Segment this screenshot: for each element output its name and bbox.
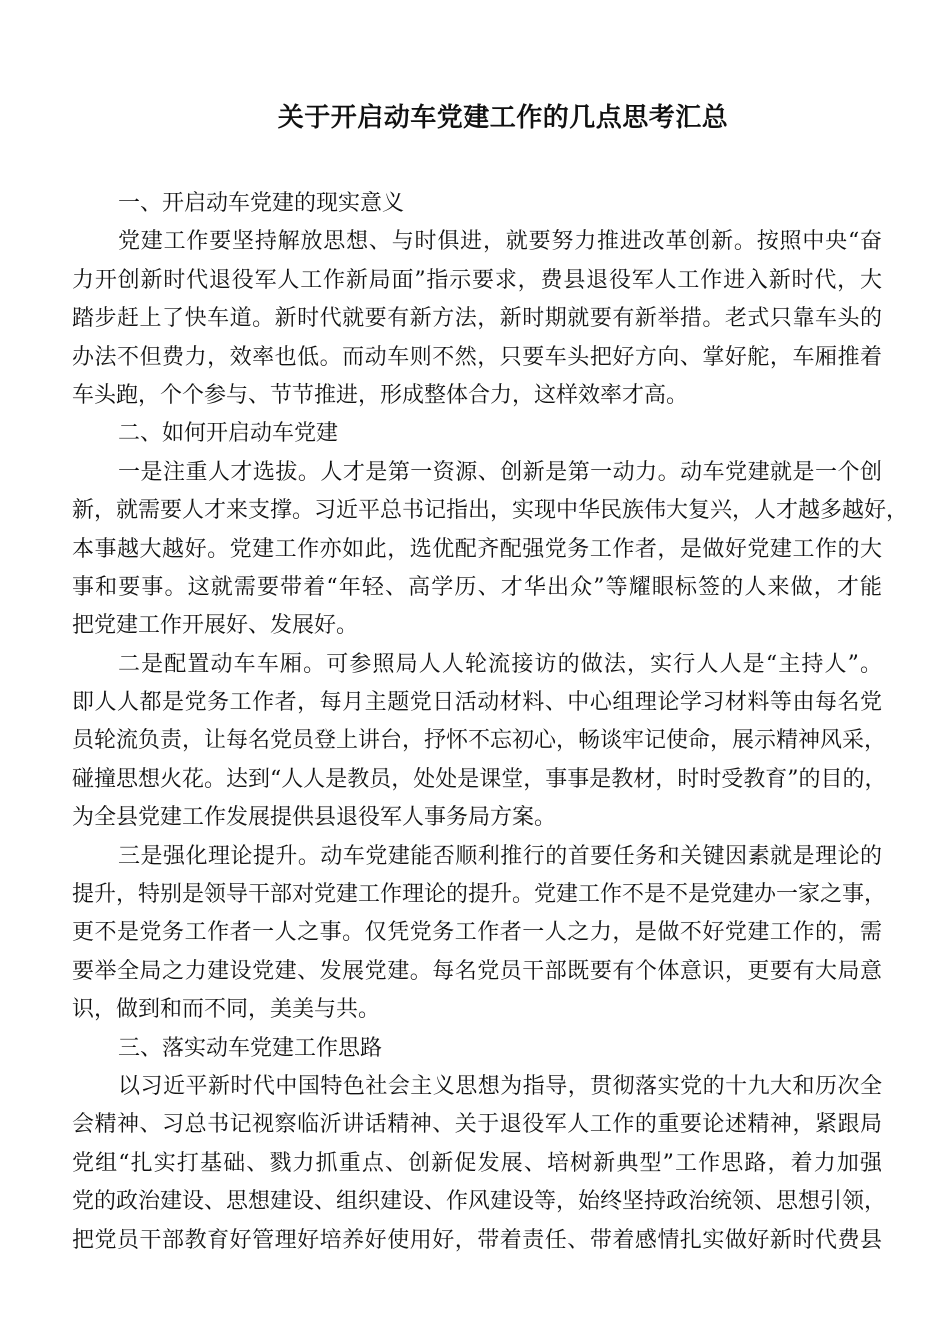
text-line: 一、开启动车党建的现实意义 [118, 191, 405, 216]
text-line: 车头跑，个个参与、节节推进，形成整体合力，这样效率才高。 [72, 382, 689, 408]
text-line: 党的政治建设、思想建设、组织建设、作风建设等，始终坚持政治统领、思想引领， [72, 1189, 887, 1215]
text-line: 即人人都是党务工作者，每月主题党日活动材料、中心组理论学习材料等由每名党 [72, 690, 882, 716]
text-line: 本事越大越好。党建工作亦如此，选优配齐配强党务工作者，是做好党建工作的大 [72, 536, 882, 562]
document-title: 关于开启动车党建工作的几点思考汇总 [277, 103, 729, 133]
document-body [72, 185, 909, 1260]
text-line: 踏步赶上了快车道。新时代就要有新方法，新时期就要有新举措。老式只靠车头的 [72, 306, 882, 332]
text-line: 要举全局之力建设党建、发展党建。每名党员干部既要有个体意识，更要有大局意 [72, 958, 882, 984]
text-line: 员轮流负责，让每名党员登上讲台，抒怀不忘初心，畅谈牢记使命，展示精神风采， [72, 728, 887, 754]
text-line: 三是强化理论提升。动车党建能否顺利推行的首要任务和关键因素就是理论的 [118, 843, 882, 869]
text-line: 会精神、习总书记视察临沂讲话精神、关于退役军人工作的重要论述精神，紧跟局 [72, 1112, 882, 1138]
text-line: 把党员干部教育好管理好培养好使用好，带着责任、带着感情扎实做好新时代费县 [72, 1227, 882, 1253]
text-line: 力开创新时代退役军人工作新局面”指示要求，费县退役军人工作进入新时代，大 [72, 267, 882, 293]
text-line: 党建工作要坚持解放思想、与时俱进，就要努力推进改革创新。按照中央“奋 [118, 229, 882, 255]
text-line: 更不是党务工作者一人之事。仅凭党务工作者一人之力，是做不好党建工作的，需 [72, 920, 882, 946]
text-line: 二、如何开启动车党建 [118, 421, 339, 447]
text-line: 为全县党建工作发展提供县退役军人事务局方案。 [72, 805, 557, 831]
text-line: 提升，特别是领导干部对党建工作理论的提升。党建工作不是不是党建办一家之事， [72, 882, 887, 908]
text-line: 办法不但费力，效率也低。而动车则不然，只要车头把好方向、掌好舵，车厢推着 [72, 344, 882, 370]
text-line: 事和要事。这就需要带着“年轻、高学历、才华出众”等耀眼标签的人来做，才能 [72, 574, 882, 600]
text-line: 党组“扎实打基础、戮力抓重点、创新促发展、培树新典型”工作思路，着力加强 [72, 1150, 882, 1176]
text-line: 新，就需要人才来支撑。习近平总书记指出，实现中华民族伟大复兴，人才越多越好， [72, 498, 909, 524]
text-line: 一是注重人才选拔。人才是第一资源、创新是第一动力。动车党建就是一个创 [118, 459, 882, 485]
text-line: 二是配置动车车厢。可参照局人人轮流接访的做法，实行人人是“主持人”。 [118, 651, 882, 677]
text-line: 碰撞思想火花。达到“人人是教员，处处是课堂，事事是教材，时时受教育”的目的， [72, 766, 887, 792]
text-line: 三、落实动车党建工作思路 [118, 1035, 383, 1061]
text-line: 把党建工作开展好、发展好。 [72, 613, 359, 639]
text-line: 识，做到和而不同，美美与共。 [72, 997, 381, 1023]
text-line: 以习近平新时代中国特色社会主义思想为指导，贯彻落实党的十九大和历次全 [118, 1073, 882, 1099]
